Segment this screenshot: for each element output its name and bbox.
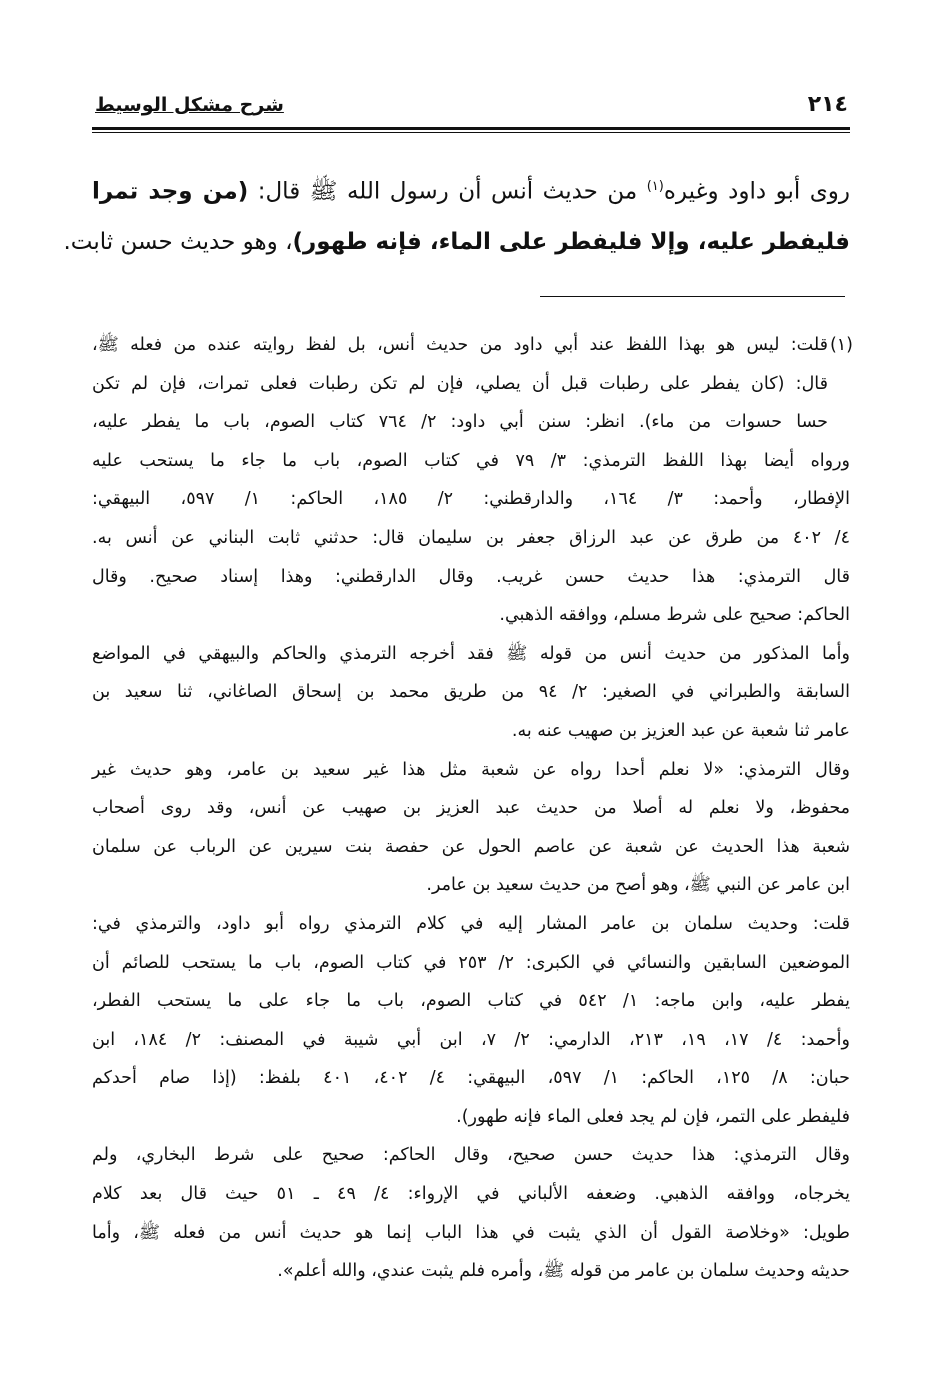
footnote-ref[interactable]: (١) [646, 179, 664, 194]
footnote-line: شعبة هذا الحديث عن شعبة عن عاصم الحول عن حفصة بنت سيرين عن الرباب عن سلمان [92, 836, 850, 857]
footnote-line: قلت: وحديث سلمان بن عامر المشار إليه في كلام الترمذي رواه أبو داود، والترمذي في: [92, 913, 850, 934]
footnote-line: عامر ثنا شعبة عن عبد العزيز بن صهيب عنه به. [511, 720, 850, 741]
footnote-line: ٤/ ٤٠٢ من طرق عن عبد الرزاق جعفر بن سليمان قال: حدثني ثابت البناني عن أنس به. [92, 527, 850, 548]
header-rule-thick [92, 127, 850, 130]
text: ، وهو حديث حسن ثابت. [63, 228, 293, 255]
footnote-line: وقال الترمذي: «لا نعلم أحدا رواه عن شعبة مثل هذا غير سعيد بن عامر، وهو حديث غير [92, 759, 850, 780]
footnote-line: حديثه وحديث سلمان بن عامر من قوله ﷺ، وأمره فلم يثبت عندي، والله أعلم». [277, 1261, 850, 1282]
footnotes [92, 326, 853, 1291]
footnote-separator [540, 296, 845, 297]
page-header [95, 92, 848, 122]
footnote-line: يخرجاه، ووافقه الذهبي. وضعفه الألباني في الإرواء: ٤/ ٤٩ ـ ٥١ حيث قال بعد كلام [92, 1184, 850, 1205]
text: من حديث أنس أن رسول الله ﷺ قال: [248, 178, 647, 205]
footnote-line: يفطر عليه، وابن ماجه: ١/ ٥٤٢ في كتاب الصوم، باب ما جاء على ما يستحب الفطر، [92, 991, 850, 1012]
hadith-text: فليفطر عليه، وإلا فليفطر على الماء، فإنه طهور) [292, 228, 850, 255]
footnote-line: فليفطر على التمر، فإن لم يجد فعلى الماء فإنه طهور). [456, 1106, 850, 1127]
footnote-line: محفوظ، ولا نعلم له أصلا من حديث عبد العزيز بن صهيب عن أنس، وقد روى أصحاب [92, 798, 850, 819]
footnote-line: حبان: ٨/ ١٢٥، الحاكم: ١/ ٥٩٧، البيهقي: ٤/ ٤٠٢، ٤٠١ بلفظ: (إذا صام أحدكم [92, 1068, 851, 1089]
footnote-line: الموضعين السابقين والنسائي في الكبرى: ٢/ ٢٥٣ في كتاب الصوم، باب ما يستحب للصائم أن [92, 952, 850, 973]
footnote-line: قال: (كان يفطر على رطبات قبل أن يصلي، فإن لم تكن رطبات فعلى تمرات، فإن لم تكن [92, 373, 828, 394]
main-text [63, 162, 850, 267]
running-title: شرح مشكل الوسيط [95, 94, 284, 116]
header-rule-thin [92, 132, 850, 133]
footnote-line: وأحمد: ٤/ ١٧، ١٩، ٢١٣، الدارمي: ٢/ ٧، ابن أبي شيبة في المصنف: ٢/ ١٨٤، ابن [92, 1029, 850, 1050]
footnote-line: الحاكم: صحيح على شرط مسلم، ووافقه الذهبي. [499, 605, 850, 626]
footnote-line: قال الترمذي: هذا حديث حسن غريب. وقال الدارقطني: وهذا إسناد صحيح. وقال [92, 566, 850, 587]
footnote-line: حسا حسوات من ماء). انظر: سنن أبي داود: ٢/ ٧٦٤ كتاب الصوم، باب ما يفطر عليه، [92, 412, 828, 433]
text: روى أبو داود وغيره [663, 178, 850, 205]
footnote-line: ابن عامر عن النبي ﷺ، وهو أصح من حديث سعيد بن عامر. [426, 875, 850, 896]
footnote-line: قلت: ليس هو بهذا اللفظ عند أبي داود من حديث أنس، بل لفظ روايته عنده من فعله ﷺ، [92, 335, 828, 355]
hadith-text: (من وجد تمرا [92, 178, 249, 205]
footnote-line: السابقة والطبراني في الصغير: ٢/ ٩٤ من طريق محمد بن إسحاق الصاغاني، ثنا سعيد بن [92, 682, 850, 703]
footnote-line: طويل: «وخلاصة القول أن الذي يثبت في هذا الباب إنما هو حديث أنس من فعله ﷺ، وأما [92, 1222, 850, 1243]
main-line [92, 162, 850, 217]
footnote-line: الإفطار، وأحمد: ٣/ ١٦٤، والدارقطني: ٢/ ١٨٥، الحاكم: ١/ ٥٩٧، البيهقي: [92, 489, 850, 510]
footnote-line: وقال الترمذي: هذا حديث حسن صحيح، وقال الحاكم: صحيح على شرط البخاري، ولم [92, 1145, 850, 1166]
page-number: ٢١٤ [807, 92, 848, 117]
main-line [63, 217, 850, 267]
footnote-marker: (١) [829, 335, 853, 355]
footnote-line: ورواه أيضا بهذا اللفظ الترمذي: ٣/ ٧٩ في كتاب الصوم، باب ما جاء ما يستحب عليه [92, 450, 850, 471]
footnote-line: وأما المذكور من حديث أنس من قوله ﷺ فقد أخرجه الترمذي والحاكم والبيهقي في المواضع [92, 643, 850, 664]
